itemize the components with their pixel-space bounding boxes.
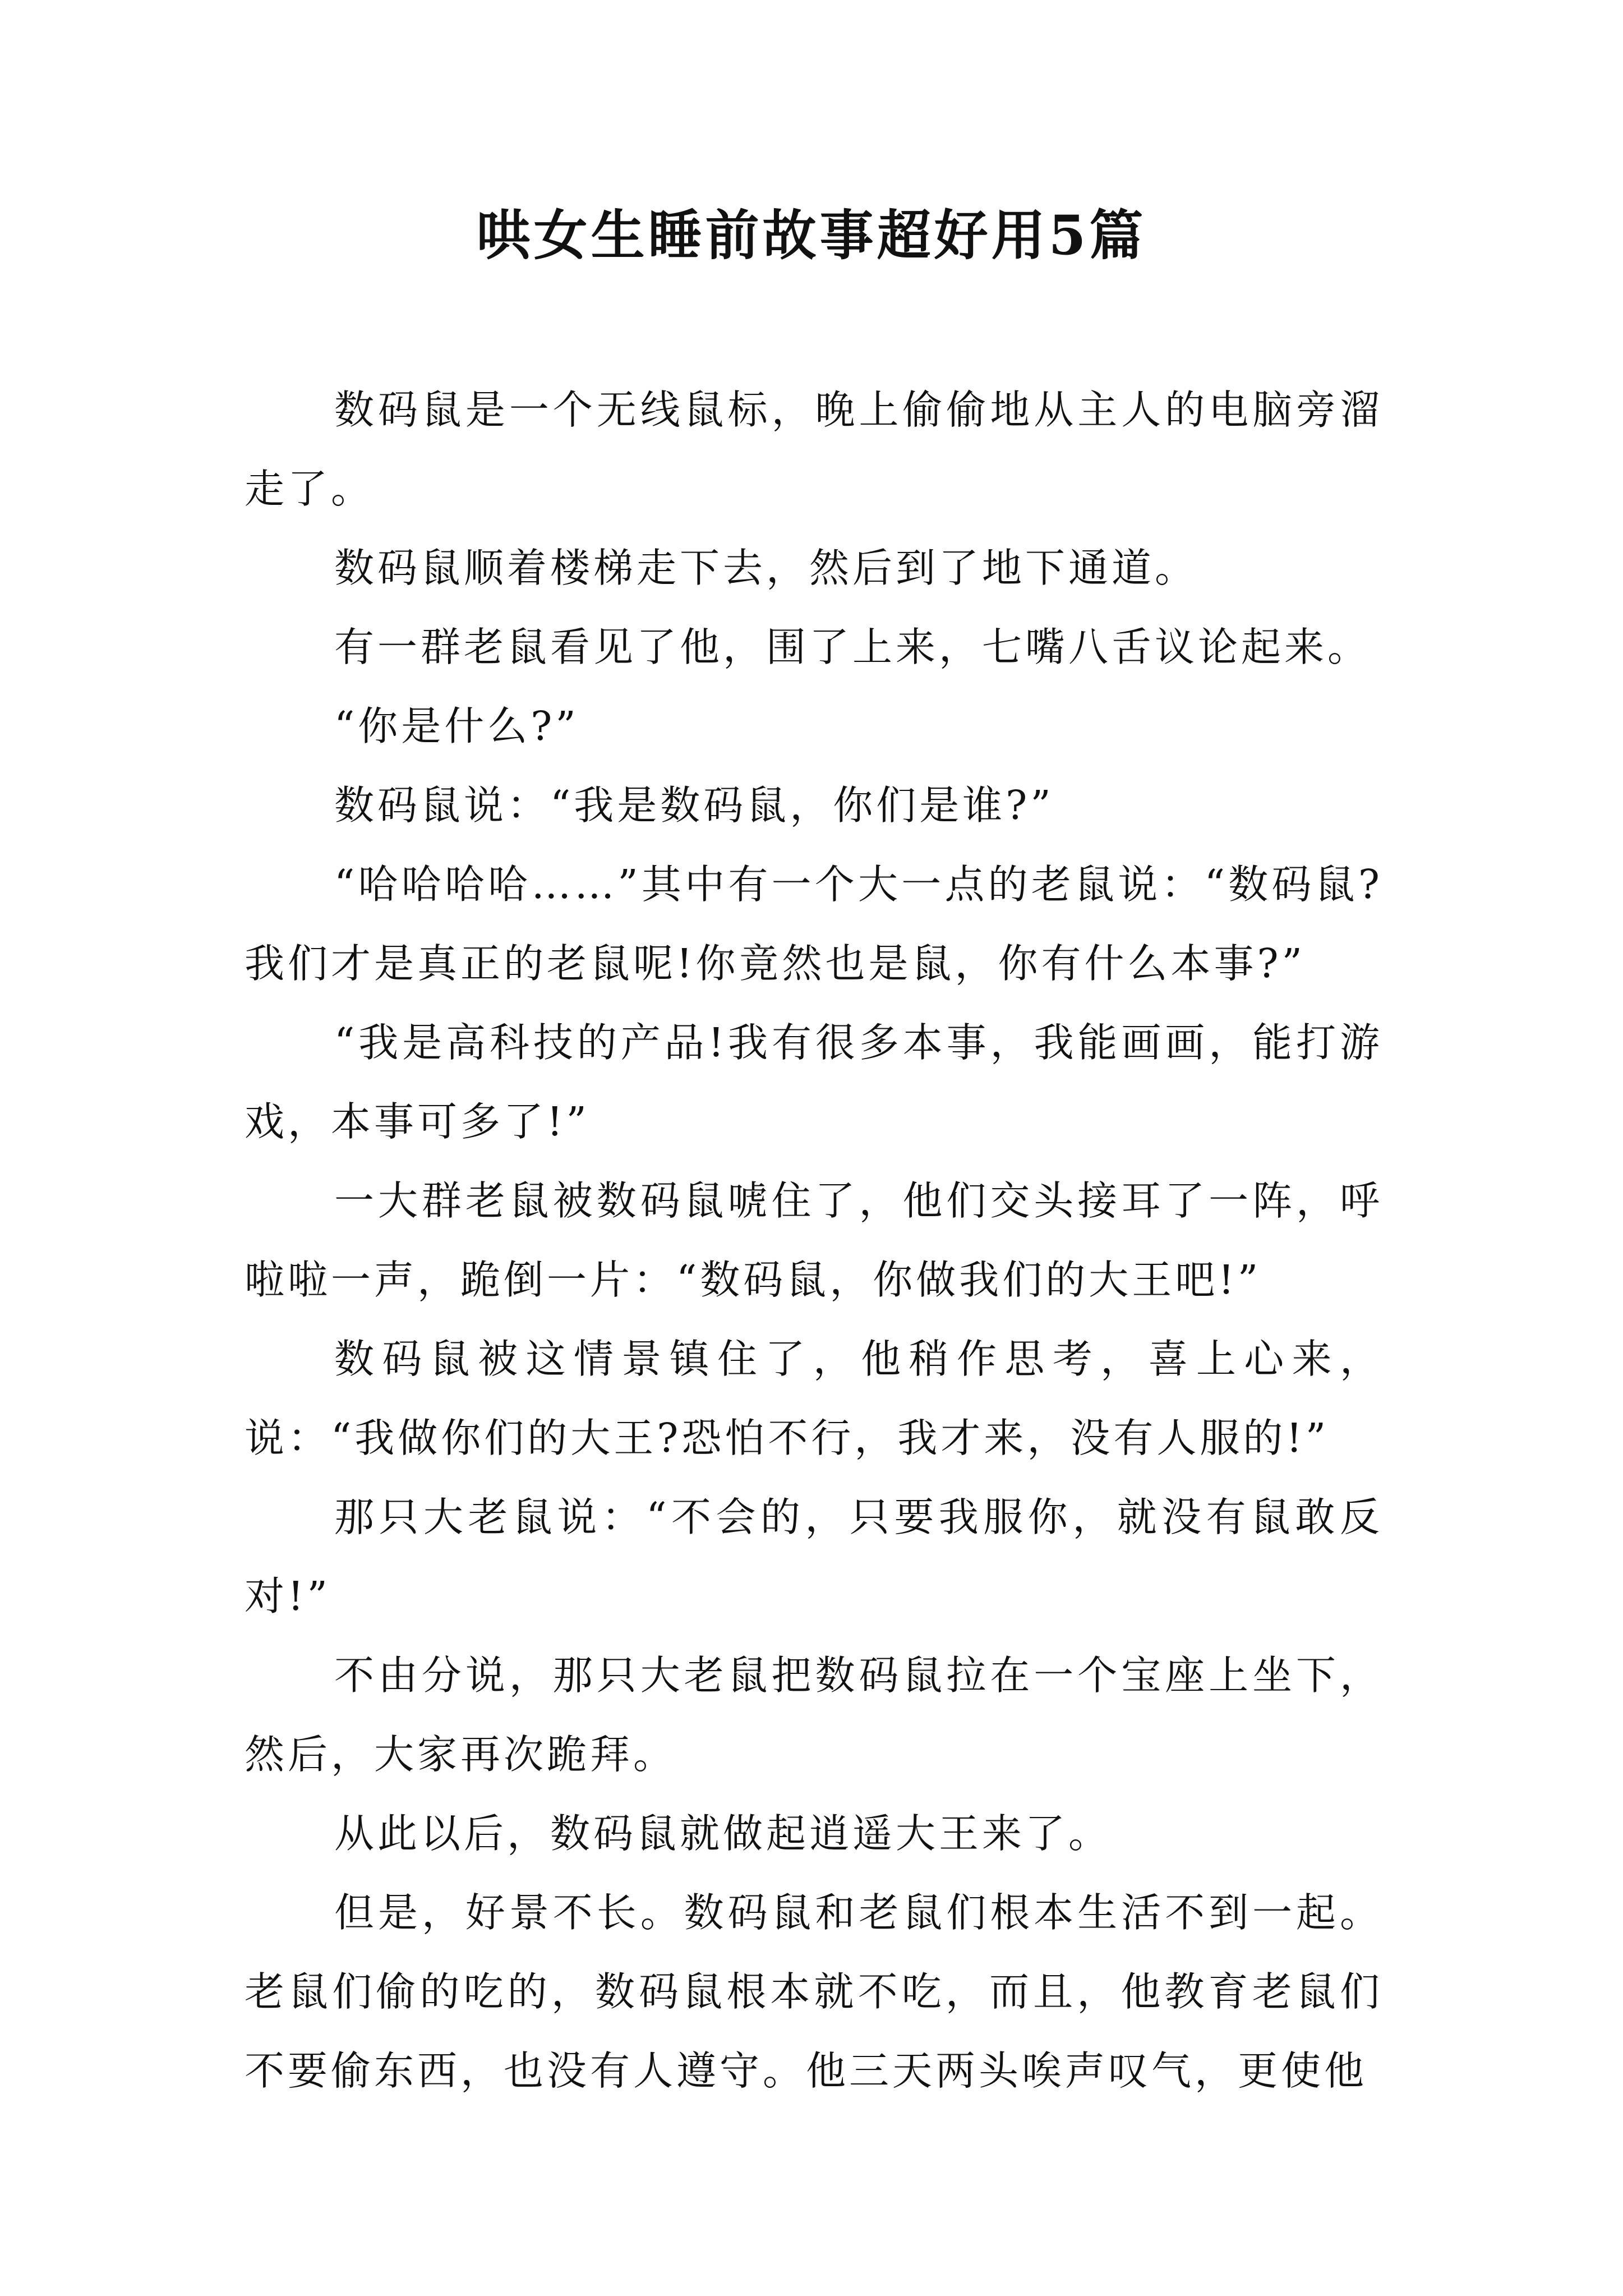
document-title: 哄女生睡前故事超好用5篇 (476, 204, 1147, 267)
paragraph: 不由分说，那只大老鼠把数码鼠拉在一个宝座上坐下，然后，大家再次跪拜。 (245, 1652, 1383, 1778)
paragraph: “哈哈哈哈……”其中有一个大一点的老鼠说：“数码鼠?我们才是真正的老鼠呢!你竟然也是鼠，你有什么本事?” (245, 861, 1383, 987)
paragraph: 数码鼠被这情景镇住了，他稍作思考，喜上心来，说：“我做你们的大王?恐怕不行，我才来，没有人服的!” (245, 1336, 1383, 1461)
paragraph: 数码鼠是一个无线鼠标，晚上偷偷地从主人的电脑旁溜走了。 (245, 386, 1383, 512)
document-body (245, 370, 1383, 2110)
paragraph: 那只大老鼠说：“不会的，只要我服你，就没有鼠敢反对!” (245, 1494, 1383, 1619)
paragraph: 从此以后，数码鼠就做起逍遥大王来了。 (334, 1810, 1112, 1857)
paragraph: “我是高科技的产品!我有很多本事，我能画画，能打游戏，本事可多了!” (245, 1019, 1383, 1145)
paragraph: 数码鼠说：“我是数码鼠，你们是谁?” (334, 782, 1054, 829)
paragraph: 有一群老鼠看见了他，围了上来，七嘴八舌议论起来。 (334, 624, 1371, 670)
paragraph: 一大群老鼠被数码鼠唬住了，他们交头接耳了一阵，呼啦啦一声，跪倒一片：“数码鼠，你做我们的大王吧!” (245, 1177, 1383, 1303)
paragraph: 数码鼠顺着楼梯走下去，然后到了地下通道。 (334, 545, 1198, 591)
paragraph: 但是，好景不长。数码鼠和老鼠们根本生活不到一起。老鼠们偷的吃的，数码鼠根本就不吃，而且，他教育老鼠们不要偷东西，也没有人遵守。他三天两头唉声叹气，更使他 (245, 1889, 1383, 2094)
paragraph: “你是什么?” (334, 703, 579, 749)
